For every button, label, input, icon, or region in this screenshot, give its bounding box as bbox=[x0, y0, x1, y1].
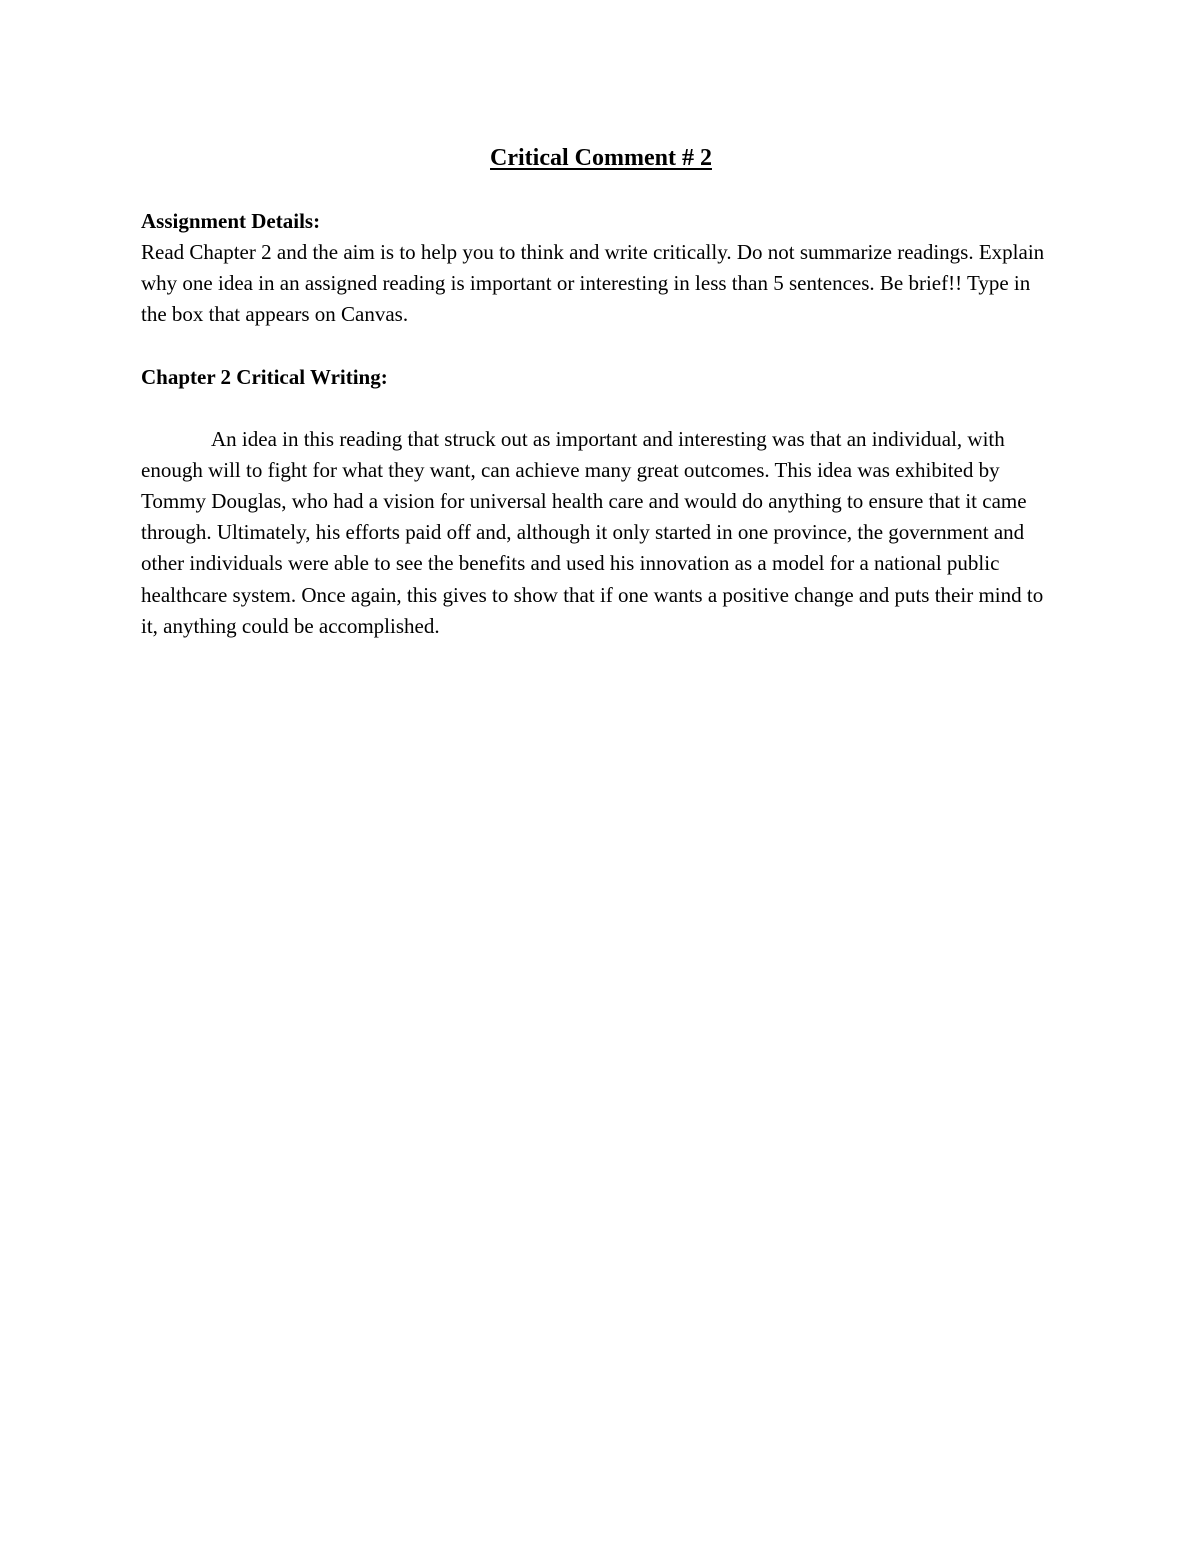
critical-writing-paragraph: An idea in this reading that struck out as important and interesting was that an individual, with enough will to fight for what they want, can achieve many great outcomes. This idea was exhibited by Tommy Douglas, who had a vision for universal health care and would do anything to ensure that it came through. Ultimately, his efforts paid off and, although it only started in one province, the government and other individuals were able to see the benefits and used his innovation as a model for a national public healthcare system. Once again, this gives to show that if one wants a positive change and puts their mind to it, anything could be accomplished. bbox=[141, 426, 1044, 638]
assignment-details-heading: Assignment Details: bbox=[141, 209, 321, 233]
assignment-details-text: Read Chapter 2 and the aim is to help you to think and write critically. Do not summarize readings. Explain why one idea in an assigned reading is important or interesting in less than 5 sentences. Be brief!! Type in the box that appears on Canvas. bbox=[141, 240, 1045, 327]
document-content bbox=[141, 140, 1061, 642]
document-title: Critical Comment # 2 bbox=[490, 145, 712, 171]
critical-writing-heading: Chapter 2 Critical Writing: bbox=[141, 364, 388, 389]
